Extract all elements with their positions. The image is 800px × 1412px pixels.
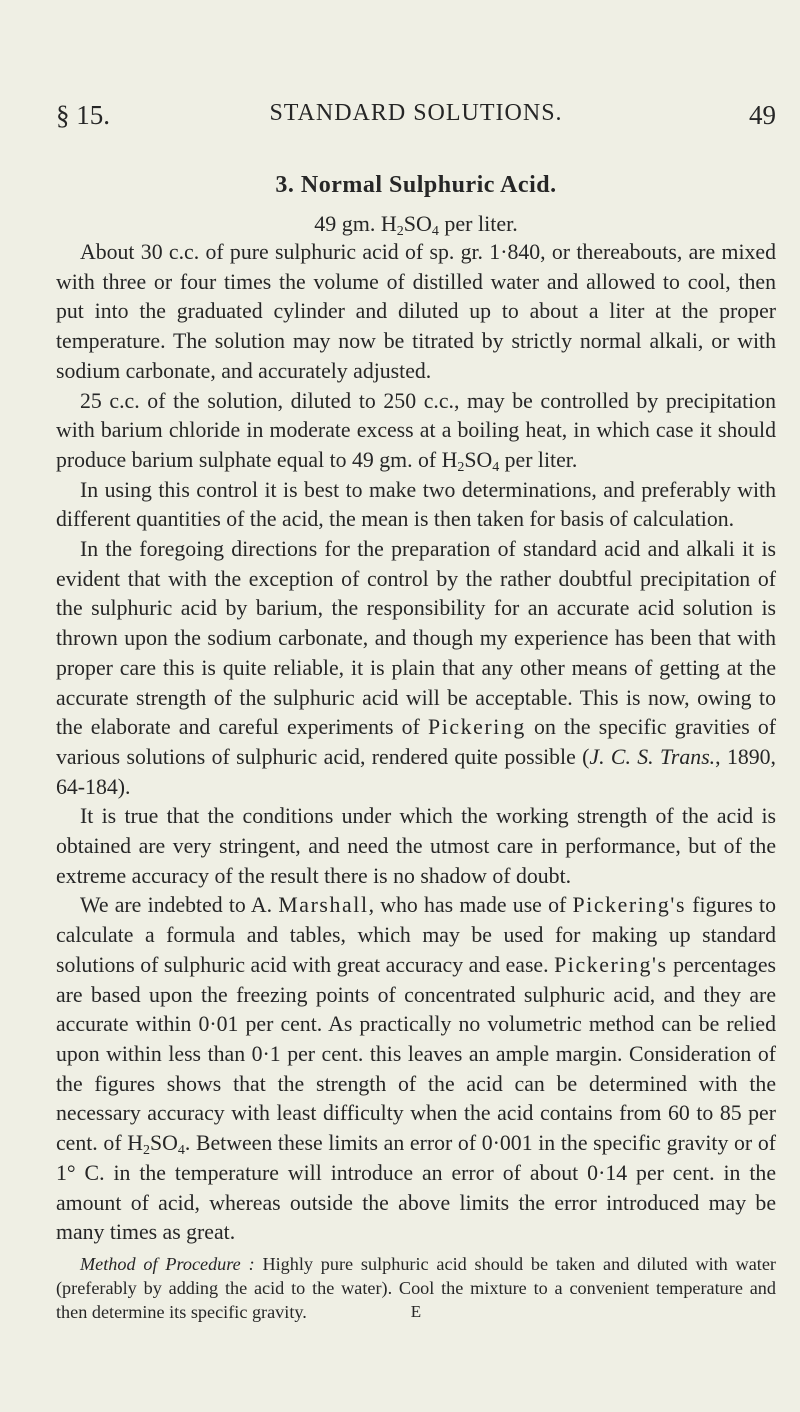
paragraph-1: About 30 c.c. of pure sulphuric acid of sp. gr. 1·840, or thereabouts, are mixed with three or four times the volume of distilled water and allowed to cool, then put into the graduated cylinder and diluted up to about a liter at the proper temperature. The solution may now be titrated by strictly normal alkali, or with sodium carbonate, and accurately adjusted. [56,240,776,383]
section-heading: 3. Normal Sulphuric Acid. [275,172,557,198]
procedure-note: Method of Procedure : Highly pure sulphuric acid should be taken and diluted with water (preferably by adding the acid to the water). Cool the mixture to a convenient temperature and then determine its specific gravity. [56,1253,776,1322]
journal-reference: J. C. S. Trans. [589,744,716,769]
section-number: § 15. [56,100,110,130]
section-subheading: 49 gm. $H_2SO_4$ per liter. [314,211,518,239]
page [56,0,776,1412]
procedure-label: Method of Procedure : [80,1253,255,1274]
paragraph-2: 25 c.c. of the solution, diluted to 250 c.c., may be controlled by precipitation with barium chloride in moderate excess at a boiling heat, in which case it should produce barium sulphate equal to 49 gm. of $H_2SO_4$ per liter. [56,388,776,475]
signature-mark: E [410,1302,422,1321]
paragraph-4: In the foregoing directions for the preparation of standard acid and alkali it is evident that with the exception of control by the rather doubtful precipitation of the sulphuric acid by barium, the responsibility for an accurate acid solution is thrown upon the sodium carbonate, and though my experience has been that with proper care this is quite reliable, it is plain that any other means of getting at the accurate strength of the sulphuric acid will be acceptable. This is now, owing to the elaborate and careful experiments of Pickering on the specific gravities of various solutions of sulphuric acid, rendered quite possible (J. C. S. Trans., 1890, 64-184). [56,537,776,799]
author-name: Marshall [278,893,369,918]
paragraph-6: We are indebted to A. Marshall, who has made use of Pickering's figures to calculate a formula and tables, which may be used for making up standard solutions of sulphuric acid with great accuracy and ease. Pickering's percentages are based upon the freezing points of concentrated sulphuric acid, and they are accurate within 0·01 per cent. As practically no volumetric method can be relied upon within less than 0·1 per cent. this leaves an ample margin. Consideration of the figures shows that the strength of the acid can be determined with the necessary accuracy with least difficulty when the acid contains from 60 to 85 per cent. of $H_2SO_4$. Between these limits an error of 0·001 in the specific gravity or of 1° C. in the temperature will introduce an error of about 0·14 per cent. in the amount of acid, whereas outside the above limits the error introduced may be many times as great. [56,893,776,1245]
running-title: STANDARD SOLUTIONS. [269,100,563,126]
paragraph-5: It is true that the conditions under which the working strength of the acid is obtained are very stringent, and need the utmost care in performance, but of the extreme accuracy of the result there is no shadow of doubt. [56,804,776,888]
body-text [56,238,776,1324]
paragraph-3: In using this control it is best to make two determinations, and preferably with different quantities of the acid, the mean is then taken for basis of calculation. [56,477,776,532]
running-header [56,100,776,136]
author-name: Pickering's [572,893,687,918]
author-name: Pickering's [554,952,668,977]
author-name: Pickering [427,715,526,740]
page-number: 49 [749,100,776,130]
